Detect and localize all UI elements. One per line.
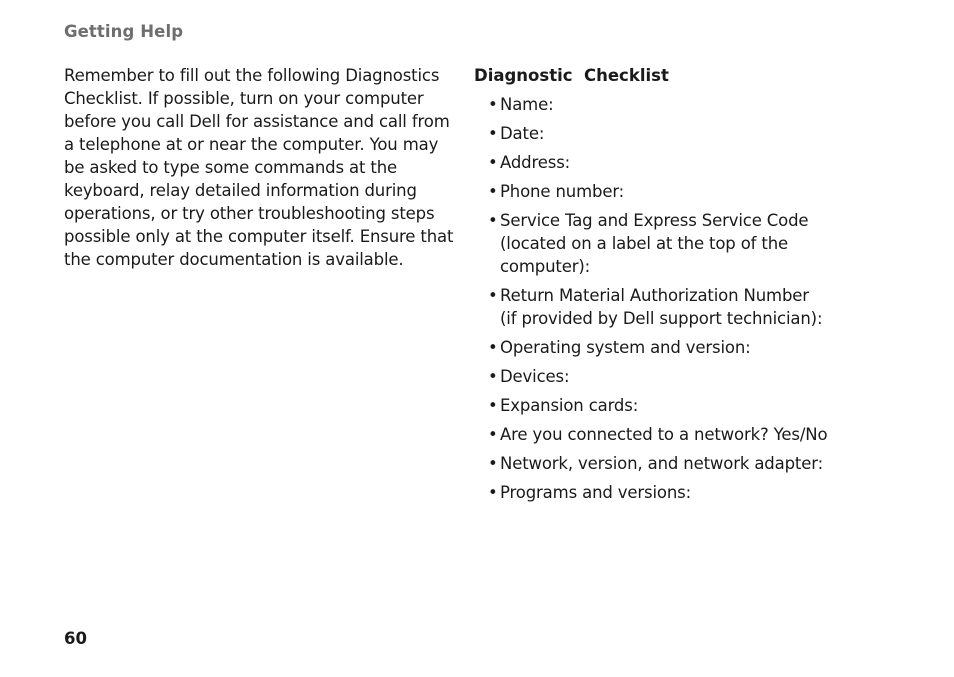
checklist-item-text: Operating system and version: [500, 338, 751, 357]
bullet-icon: • [488, 124, 498, 143]
checklist-item [474, 180, 894, 203]
checklist-item-text: Address: [500, 153, 571, 172]
bullet-icon: • [488, 182, 498, 201]
intro-paragraph: Remember to fill out the following Diagnostics Checklist. If possible, turn on your computer before you call Dell for assistance and call from a telephone at or near the computer. You may be asked to type some commands at the keyboard, relay detailed information during operations, or try other troubleshooting steps possible only at the computer itself. Ensure that the computer documentation is available. [64, 66, 454, 269]
section-header: Getting Help [64, 22, 184, 41]
checklist-item-text: Programs and versions: [500, 483, 692, 502]
bullet-icon: • [488, 95, 498, 114]
checklist-item-text: Phone number: [500, 182, 625, 201]
bullet-icon: • [488, 367, 498, 386]
checklist-item-text: Devices: [500, 367, 570, 386]
checklist-item [474, 365, 894, 388]
bullet-icon: • [488, 454, 498, 473]
checklist-item [474, 209, 894, 278]
bullet-icon: • [488, 338, 498, 357]
diagnostic-checklist [474, 64, 894, 510]
checklist-item [474, 394, 894, 417]
bullet-icon: • [488, 211, 498, 230]
checklist-item [474, 423, 894, 446]
checklist-item [474, 481, 894, 504]
checklist-item-text: Service Tag and Express Service Code (located on a label at the top of the computer): [500, 211, 809, 276]
checklist-item-text: Are you connected to a network? Yes/No [500, 425, 828, 444]
bullet-icon: • [488, 483, 498, 502]
checklist-item-text: Name: [500, 95, 554, 114]
page-number: 60 [64, 629, 87, 648]
checklist-item-text: Network, version, and network adapter: [500, 454, 823, 473]
bullet-icon: • [488, 153, 498, 172]
checklist-item [474, 151, 894, 174]
checklist-item [474, 122, 894, 145]
bullet-icon: • [488, 396, 498, 415]
checklist-item-text: Return Material Authorization Number (if provided by Dell support technician): [500, 286, 823, 328]
checklist-item [474, 336, 894, 359]
checklist-title: Diagnostic Checklist [474, 66, 669, 85]
checklist-item [474, 93, 894, 116]
checklist-item-text: Date: [500, 124, 545, 143]
bullet-icon: • [488, 425, 498, 444]
bullet-icon: • [488, 286, 498, 305]
checklist-item-text: Expansion cards: [500, 396, 639, 415]
checklist-items [474, 93, 894, 504]
checklist-item [474, 452, 894, 475]
checklist-item [474, 284, 894, 330]
